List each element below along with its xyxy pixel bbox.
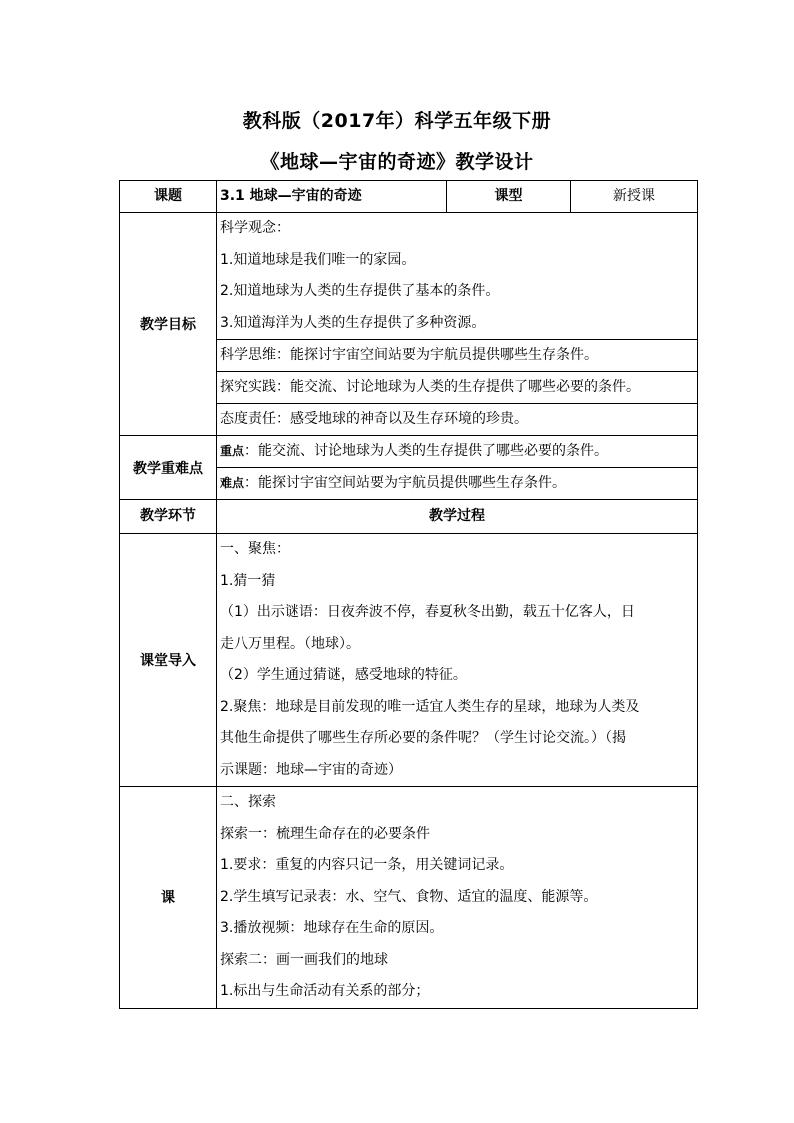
lesson-line: 探索一：梳理生命存在的必要条件 xyxy=(220,825,430,842)
intro-content xyxy=(217,534,698,787)
goals-attitude: 态度责任：感受地球的神奇以及生存环境的珍贵。 xyxy=(217,404,698,436)
goals-concept-block xyxy=(217,213,698,340)
intro-row xyxy=(120,534,698,787)
lesson-content xyxy=(217,787,698,1009)
lesson-label: 课 xyxy=(120,787,217,1009)
intro-line: （1）出示谜语：日夜奔波不停，春夏秋冬出勤，载五十亿客人，日 xyxy=(220,604,635,620)
topic-label: 课题 xyxy=(120,181,217,213)
intro-line: 示课题：地球—宇宙的奇迹） xyxy=(220,761,402,778)
difficult-point-text: ：能探讨宇宙空间站要为宇航员提供哪些生存条件。 xyxy=(244,475,567,491)
topic-value: 3.1 地球—宇宙的奇迹 xyxy=(217,181,447,213)
lesson-line: 2.学生填写记录表：水、空气、食物、适宜的温度、能源等。 xyxy=(220,888,598,905)
goals-concept-row xyxy=(120,213,698,340)
key-point-row xyxy=(120,436,698,468)
goals-concept-line: 1.知道地球是我们唯一的家园。 xyxy=(220,251,416,268)
intro-line: 一、聚焦： xyxy=(220,541,290,557)
intro-label: 课堂导入 xyxy=(120,534,217,787)
doc-subtitle: 《地球—宇宙的奇迹》教学设计 xyxy=(260,151,534,173)
key-point-text: ：能交流、讨论地球为人类的生存提供了哪些必要的条件。 xyxy=(244,443,609,459)
key-points-label: 教学重难点 xyxy=(120,436,217,500)
topic-row xyxy=(120,181,698,213)
process-header-row xyxy=(120,500,698,534)
lesson-row xyxy=(120,787,698,1009)
type-value: 新授课 xyxy=(571,181,698,213)
goals-label: 教学目标 xyxy=(120,213,217,436)
intro-line: （2）学生通过猜谜，感受地球的特征。 xyxy=(220,667,467,683)
intro-line: 1.猜一猜 xyxy=(220,572,276,589)
type-label: 课型 xyxy=(447,181,571,213)
process-label: 教学过程 xyxy=(217,500,698,534)
lesson-line: 探索二：画一画我们的地球 xyxy=(220,951,388,968)
lesson-line: 3.播放视频：地球存在生命的原因。 xyxy=(220,920,444,936)
goals-practice: 探究实践：能交流、讨论地球为人类的生存提供了哪些必要的条件。 xyxy=(217,372,698,404)
stage-label: 教学环节 xyxy=(120,500,217,534)
doc-title: 教科版（2017年）科学五年级下册 xyxy=(242,110,552,132)
difficult-point xyxy=(217,468,698,500)
difficult-point-label: 难点 xyxy=(220,476,245,490)
intro-line: 走八万里程。（地球）。 xyxy=(220,635,360,652)
intro-line: 其他生命提供了哪些生存所必要的条件呢？（学生讨论交流。）（揭 xyxy=(220,730,626,746)
lesson-line: 二、探索 xyxy=(220,794,276,810)
goals-concept-line: 科学观念： xyxy=(220,220,290,236)
goals-concept-line: 3.知道海洋为人类的生存提供了多种资源。 xyxy=(220,314,486,331)
goals-concept-line: 2.知道地球为人类的生存提供了基本的条件。 xyxy=(220,283,500,299)
goals-thinking: 科学思维：能探讨宇宙空间站要为宇航员提供哪些生存条件。 xyxy=(217,340,698,372)
lesson-plan-table xyxy=(119,180,698,1009)
key-point-label: 重点 xyxy=(220,444,245,458)
key-point xyxy=(217,436,698,468)
intro-line: 2.聚焦：地球是目前发现的唯一适宜人类生存的星球，地球为人类及 xyxy=(220,698,640,715)
lesson-line: 1.要求：重复的内容只记一条，用关键词记录。 xyxy=(220,857,514,873)
lesson-line: 1.标出与生命活动有关系的部分； xyxy=(220,983,430,999)
